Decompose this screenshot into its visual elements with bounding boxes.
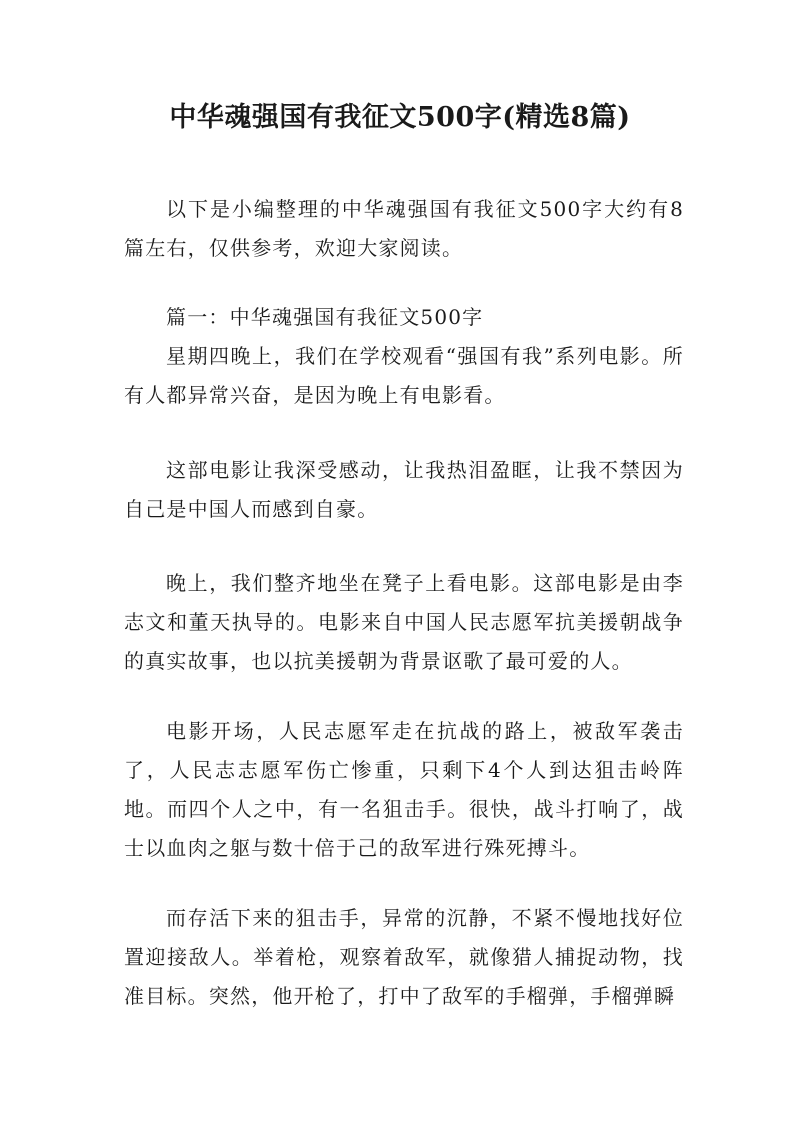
document-title: 中华魂强国有我征文500字(精选8篇): [169, 102, 631, 133]
body-paragraph-4: 电影开场，人民志愿军走在抗战的路上，被敌军袭击了，人民志志愿军伤亡惨重，只剩下4个人到达狙击岭阵地。而四个人之中，有一名狙击手。很快，战斗打响了，战士以血肉之躯与数十倍于己的敌军进行殊死搏斗。: [124, 719, 684, 860]
section-heading: 篇一：中华魂强国有我征文500字: [166, 305, 484, 329]
intro-paragraph: 以下是小编整理的中华魂强国有我征文500字大约有8篇左右，仅供参考，欢迎大家阅读。: [124, 197, 684, 260]
body-paragraph-1: 星期四晚上，我们在学校观看“强国有我”系列电影。所有人都异常兴奋，是因为晚上有电影看。: [124, 344, 684, 407]
body-paragraph-5: 而存活下来的狙击手，异常的沉静，不紧不慢地找好位置迎接敌人。举着枪，观察着敌军，就像猎人捕捉动物，找准目标。突然，他开枪了，打中了敌军的手榴弹，手榴弹瞬: [124, 906, 684, 1008]
body-paragraph-2: 这部电影让我深受感动，让我热泪盈眶，让我不禁因为自己是中国人而感到自豪。: [124, 458, 684, 521]
body-paragraph-3: 晚上，我们整齐地坐在凳子上看电影。这部电影是由李志文和董天执导的。电影来自中国人民志愿军抗美援朝战争的真实故事，也以抗美援朝为背景讴歌了最可爱的人。: [124, 571, 684, 673]
